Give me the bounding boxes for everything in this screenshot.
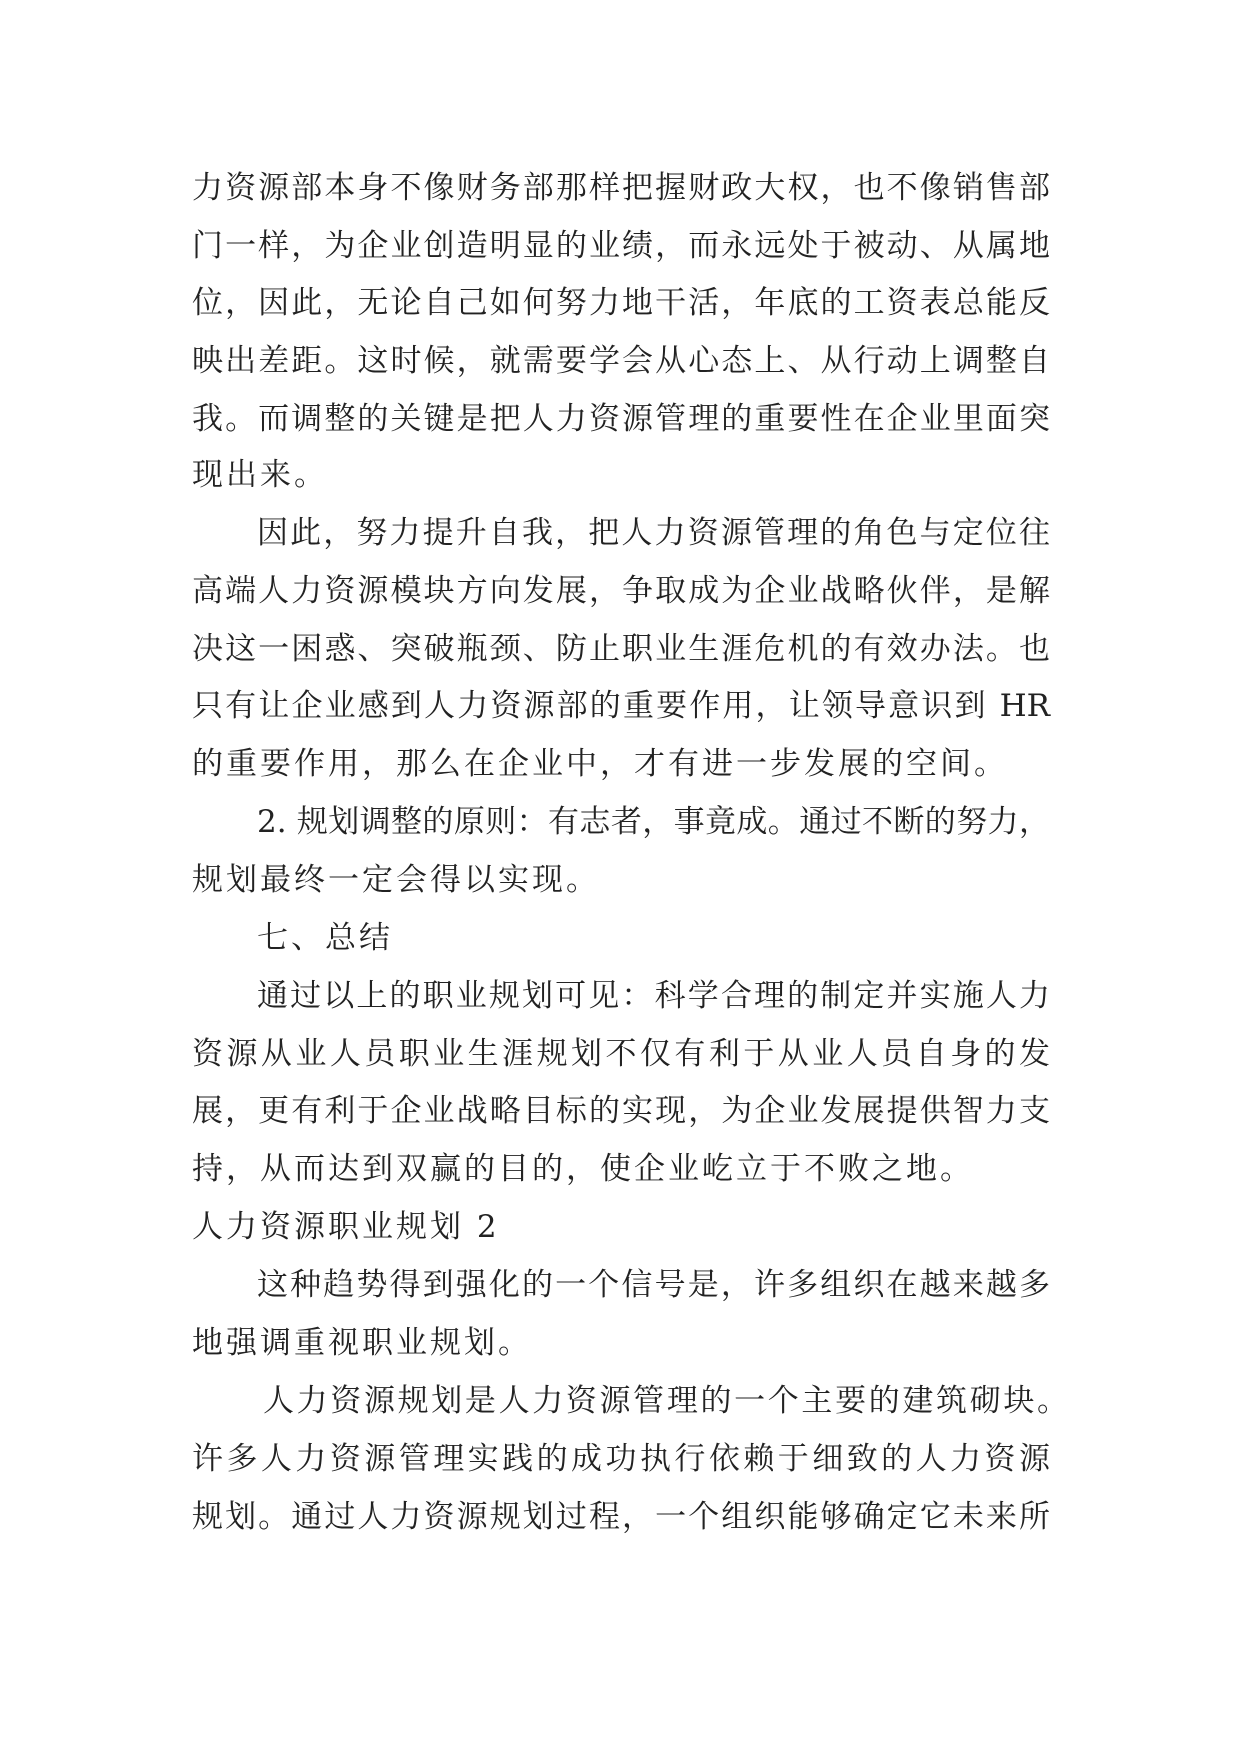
text-line: 决这一困惑、突破瓶颈、防止职业生涯危机的有效办法。也 (192, 631, 1050, 667)
text-line: 地强调重视职业规划。 (192, 1325, 532, 1361)
text-line: 力资源部本身不像财务部那样把握财政大权，也不像销售部 (192, 170, 1050, 206)
text-line: 规划。通过人力资源规划过程，一个组织能够确定它未来所 (192, 1499, 1050, 1535)
text-line: 只有让企业感到人力资源部的重要作用，让领导意识到 HR (192, 688, 1050, 724)
text-line: 映出差距。这时候，就需要学会从心态上、从行动上调整自 (192, 343, 1050, 379)
text-line: 展，更有利于企业战略目标的实现，为企业发展提供智力支 (192, 1093, 1050, 1129)
paragraph-first-line: 这种趋势得到强化的一个信号是，许多组织在越来越多 (257, 1267, 1050, 1303)
paragraph-first-line: 通过以上的职业规划可见：科学合理的制定并实施人力 (257, 978, 1050, 1014)
section-heading: 七、总结 (257, 920, 393, 956)
paragraph-first-line: 2. 规划调整的原则：有志者，事竟成。通过不断的努力， (257, 804, 1050, 840)
text-line: 资源从业人员职业生涯规划不仅有利于从业人员自身的发 (192, 1036, 1050, 1072)
text-line: 门一样，为企业创造明显的业绩，而永远处于被动、从属地 (192, 228, 1050, 264)
text-line: 现出来。 (192, 457, 328, 493)
text-line: 的重要作用，那么在企业中，才有进一步发展的空间。 (192, 746, 1008, 782)
document-title: 人力资源职业规划 2 (192, 1209, 500, 1245)
text-line: 我。而调整的关键是把人力资源管理的重要性在企业里面突 (192, 401, 1050, 437)
paragraph-first-line: 人力资源规划是人力资源管理的一个主要的建筑砌块。 (263, 1383, 1068, 1419)
text-line: 许多人力资源管理实践的成功执行依赖于细致的人力资源 (192, 1441, 1050, 1477)
text-line: 规划最终一定会得以实现。 (192, 862, 600, 898)
text-line: 高端人力资源模块方向发展，争取成为企业战略伙伴，是解 (192, 573, 1050, 609)
text-line: 持，从而达到双赢的目的，使企业屹立于不败之地。 (192, 1151, 974, 1187)
paragraph-first-line: 因此，努力提升自我，把人力资源管理的角色与定位往 (257, 515, 1050, 551)
text-line: 位，因此，无论自己如何努力地干活，年底的工资表总能反 (192, 285, 1050, 321)
